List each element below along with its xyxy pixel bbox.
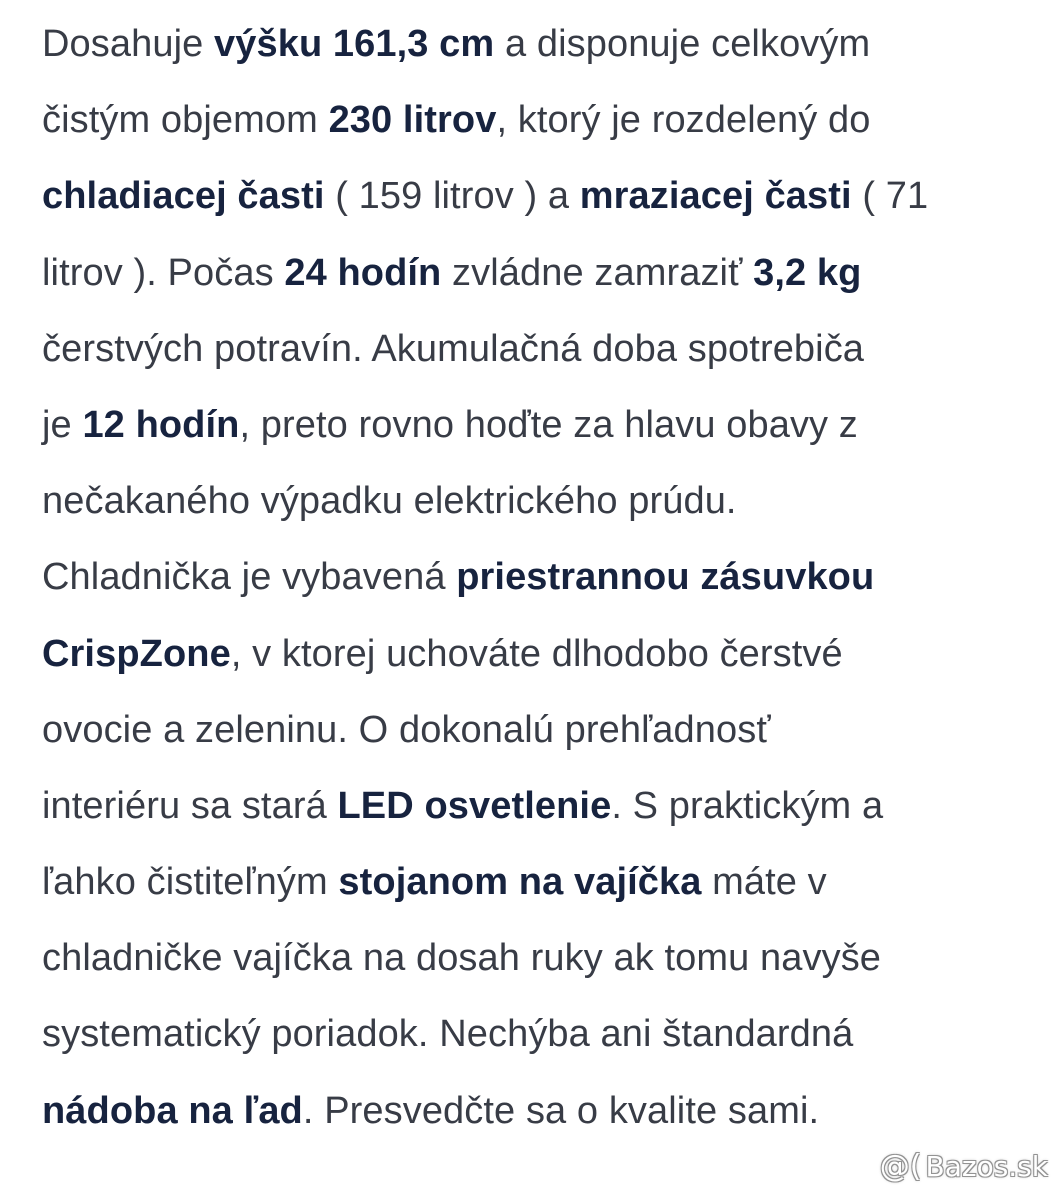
text-run: , preto rovno hoďte za hlavu obavy z bbox=[239, 403, 858, 446]
text-run: ovocie a zeleninu. O dokonalú prehľadnosť bbox=[42, 708, 771, 751]
text-run: , v ktorej uchováte dlhodobo čerstvé bbox=[230, 632, 843, 675]
text-line bbox=[42, 1073, 1032, 1149]
bold-phrase: nádoba na ľad bbox=[42, 1089, 303, 1132]
text-line bbox=[42, 692, 1032, 768]
article-text bbox=[42, 6, 1032, 1149]
text-line bbox=[42, 768, 1032, 844]
bold-phrase: výšku 161,3 cm bbox=[214, 23, 495, 65]
bold-phrase: CrispZone bbox=[42, 632, 231, 675]
bold-phrase: stojanom na vajíčka bbox=[338, 861, 702, 904]
text-line bbox=[42, 82, 1032, 158]
text-run: . S praktickým a bbox=[611, 784, 884, 827]
text-line bbox=[42, 996, 1032, 1072]
text-run: máte v bbox=[701, 861, 827, 904]
text-run: . Presvedčte sa o kvalite sami. bbox=[302, 1089, 820, 1132]
watermark-text: Bazos.sk bbox=[925, 1149, 1048, 1183]
bold-phrase: priestrannou zásuvkou bbox=[456, 556, 875, 599]
text-run: Chladnička je vybavená bbox=[42, 556, 457, 599]
text-line bbox=[42, 844, 1032, 920]
text-line bbox=[42, 387, 1032, 463]
text-line bbox=[42, 158, 1032, 234]
bold-phrase: 3,2 kg bbox=[753, 251, 862, 294]
bold-phrase: chladiacej časti bbox=[42, 175, 325, 218]
text-run: čistým objemom bbox=[42, 99, 329, 142]
text-run: ( 159 litrov ) a bbox=[324, 175, 580, 218]
text-run: , ktorý je rozdelený do bbox=[496, 99, 871, 142]
bold-phrase: 230 litrov bbox=[328, 99, 497, 142]
text-line bbox=[42, 6, 1032, 82]
bazos-logo-icon: @( bbox=[879, 1148, 922, 1184]
text-line bbox=[42, 235, 1032, 311]
bold-phrase: LED osvetlenie bbox=[337, 784, 612, 827]
text-run: nečakaného výpadku elektrického prúdu. bbox=[42, 480, 737, 523]
text-line bbox=[42, 463, 1032, 539]
text-run: je bbox=[42, 403, 83, 446]
bold-phrase: 24 hodín bbox=[284, 251, 442, 294]
bazos-watermark bbox=[880, 1146, 1048, 1186]
text-run: ( 71 bbox=[851, 175, 929, 218]
text-run: a disponuje celkovým bbox=[494, 23, 871, 65]
text-run: litrov ). Počas bbox=[42, 251, 285, 294]
bold-phrase: mraziacej časti bbox=[579, 175, 852, 218]
text-run: systematický poriadok. Nechýba ani štandardná bbox=[42, 1013, 854, 1056]
text-run: zvládne zamraziť bbox=[441, 251, 754, 294]
bold-phrase: 12 hodín bbox=[82, 403, 240, 446]
text-run: Dosahuje bbox=[42, 23, 215, 65]
text-run: čerstvých potravín. Akumulačná doba spotrebiča bbox=[42, 327, 865, 370]
text-run: interiéru sa stará bbox=[42, 784, 338, 827]
text-run: ľahko čistiteľným bbox=[42, 861, 339, 904]
text-line bbox=[42, 311, 1032, 387]
text-run: chladničke vajíčka na dosah ruky ak tomu navyše bbox=[42, 937, 882, 980]
text-line bbox=[42, 920, 1032, 996]
text-line bbox=[42, 539, 1032, 615]
text-line bbox=[42, 616, 1032, 692]
